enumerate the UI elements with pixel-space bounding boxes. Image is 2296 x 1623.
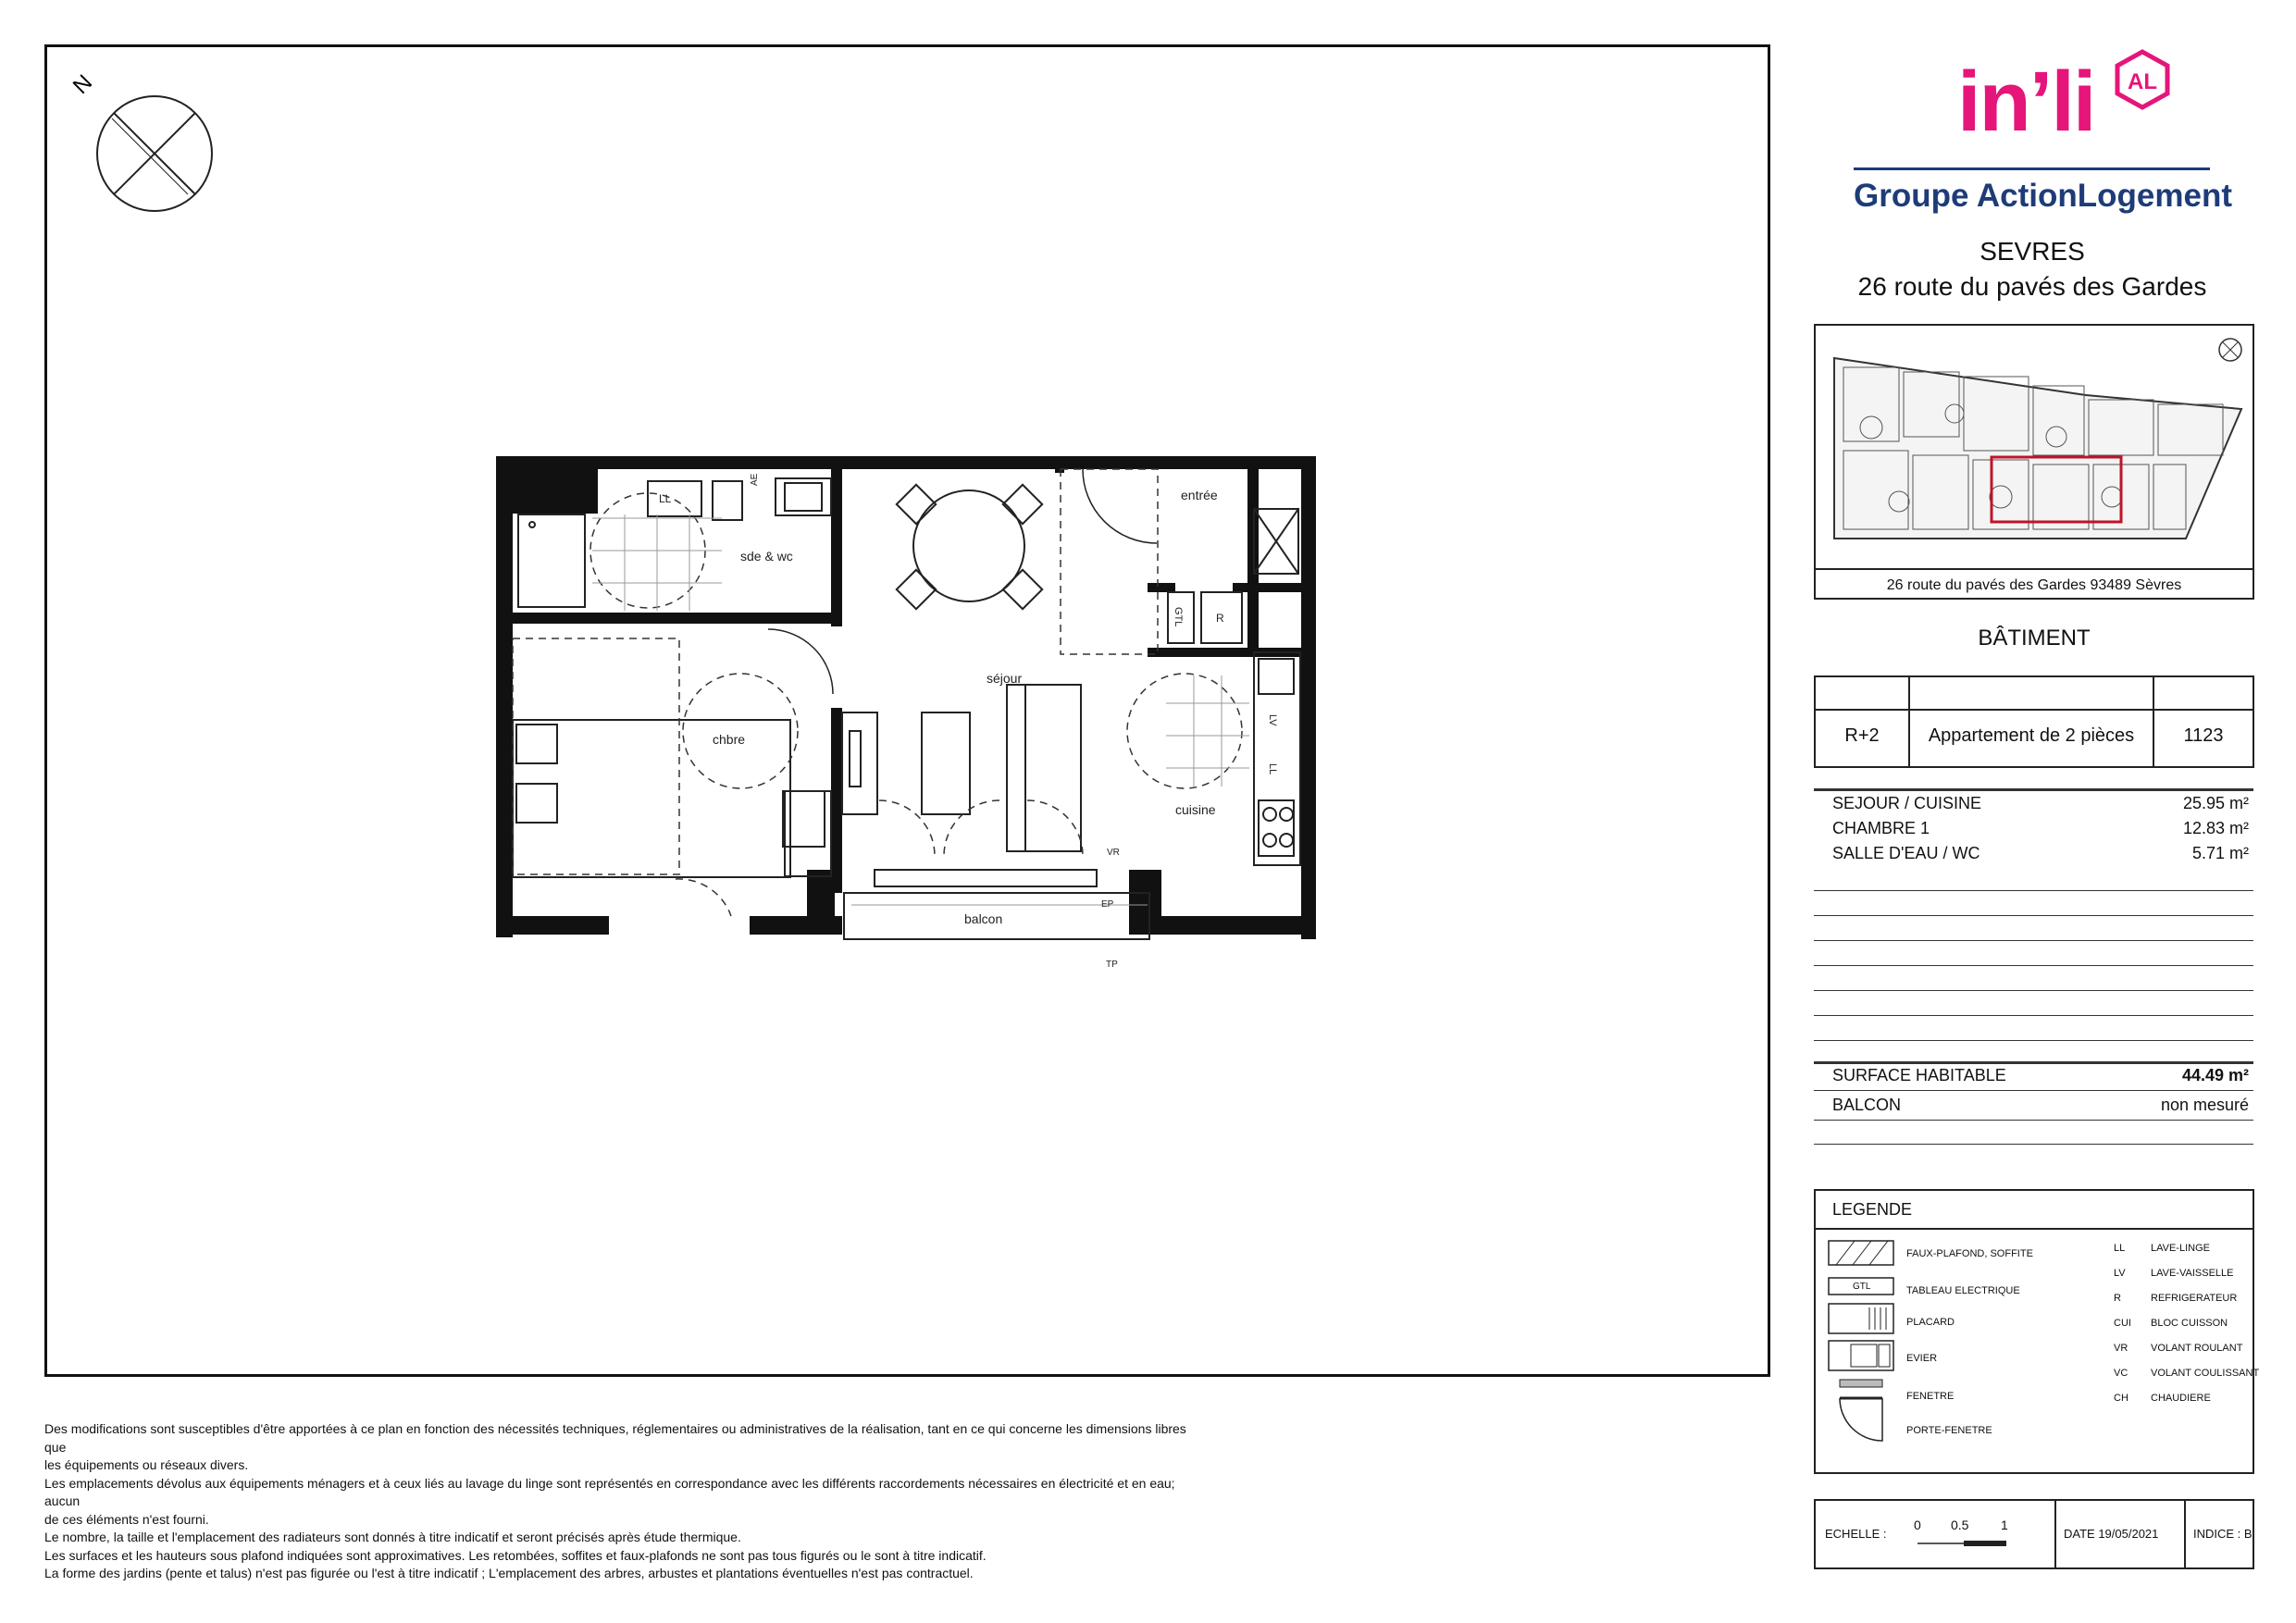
scale-tick: 0	[1914, 1518, 1921, 1532]
legend-abbr-label: LAVE-LINGE	[2151, 1243, 2210, 1254]
area-rule	[1814, 990, 2253, 991]
window-icon	[1840, 1380, 1882, 1387]
area-value: 12.83 m²	[2182, 819, 2249, 837]
hatch-icon	[1829, 1241, 1893, 1265]
scale-label: ECHELLE :	[1825, 1527, 1887, 1541]
disclaimer-line: Les emplacements dévolus aux équipements ménagers et à ceux liés au lavage du linge sont représentés en correspondance avec les différents raccordements nécessaires en électricité et en eau; aucun	[44, 1475, 1175, 1508]
building-number: 1123	[2183, 725, 2224, 746]
disclaimer-line: Les surfaces et les hauteurs sous plafond indiquées sont approximatives. Les retombées, soffites et faux-plafonds ne sont pas tous figurés ou le sont à titre indicatif.	[44, 1547, 987, 1563]
legend-abbr-code: VR	[2114, 1343, 2128, 1354]
floor-plan	[44, 44, 1770, 1377]
site-north-icon	[2219, 339, 2241, 361]
balcon-row	[1814, 1096, 2249, 1121]
north-label: N	[68, 69, 98, 99]
totals-top-rule	[1814, 1061, 2253, 1064]
legend-abbr-label: CHAUDIERE	[2151, 1393, 2211, 1404]
building-level: R+2	[1844, 725, 1880, 746]
tag-shutter: VR	[1107, 848, 1120, 858]
legend-title: LEGENDE	[1832, 1200, 1913, 1219]
area-rule	[1814, 915, 2253, 916]
disclaimer-line: de ces éléments n'est fourni.	[44, 1511, 209, 1527]
balcon-value: non mesuré	[2160, 1096, 2249, 1114]
tag-dishwasher: LV	[1267, 714, 1278, 726]
habitable-label: SURFACE HABITABLE	[1832, 1066, 2006, 1084]
north-arrow-icon	[68, 70, 212, 211]
legend-abbr-code: R	[2114, 1293, 2121, 1304]
room-label-living: séjour	[987, 671, 1023, 686]
area-label: SALLE D'EAU / WC	[1832, 844, 1980, 862]
tag-panel: GTL	[1173, 607, 1184, 627]
room-label-balcony: balcon	[964, 911, 1003, 926]
site-map-caption-divider	[1816, 568, 2253, 570]
building-heading: BÂTIMENT	[1978, 626, 2091, 650]
legend-symbol-label: FENETRE	[1906, 1391, 1955, 1402]
area-rule	[1814, 965, 2253, 966]
disclaimer-line: Des modifications sont susceptibles d'être apportées à ce plan en fonction des nécessités techniques, réglementaires ou administratives de la réalisation, tant en ce qui concerne les dimensions libres que	[44, 1421, 1186, 1455]
legend-abbr-label: BLOC CUISSON	[2151, 1318, 2228, 1329]
legend-symbol-label: PLACARD	[1906, 1317, 1955, 1328]
legend-abbr-code: LV	[2114, 1268, 2126, 1279]
totals-rule	[1814, 1120, 2253, 1121]
site-map	[1816, 326, 2253, 566]
room-label-bedroom: chbre	[713, 732, 746, 747]
scale-tick: 1	[2001, 1518, 2008, 1532]
brand-logo	[1957, 54, 2094, 151]
closet-icon	[1829, 1304, 1893, 1333]
tag-fridge: R	[1216, 612, 1224, 625]
legend-symbols	[1827, 1239, 1897, 1461]
plan-index: INDICE : B	[2193, 1527, 2253, 1541]
french-door-icon	[1840, 1398, 1882, 1441]
room-label-kitchen: cuisine	[1175, 802, 1216, 817]
tag-washer: LL	[659, 492, 672, 505]
legend-abbr-label: VOLANT COULISSANT	[2151, 1368, 2260, 1379]
legend-symbol-label: PORTE-FENETRE	[1906, 1425, 1992, 1436]
project-city: SEVRES	[1980, 237, 2085, 266]
totals-rule	[1814, 1144, 2253, 1145]
sink-icon	[1829, 1341, 1893, 1370]
room-label-entry: entrée	[1181, 488, 1218, 502]
project-address: 26 route du pavés des Gardes	[1857, 272, 2207, 301]
legend-abbr-code: VC	[2114, 1368, 2128, 1379]
area-value: 5.71 m²	[2191, 844, 2249, 862]
legend-abbr-code: LL	[2114, 1243, 2126, 1254]
legend-abbr-label: VOLANT ROULANT	[2151, 1343, 2243, 1354]
walls	[496, 456, 1316, 939]
legend-abbr-code: CUI	[2114, 1318, 2131, 1329]
area-row	[1814, 819, 2249, 845]
brand-logo-text: in’li	[1957, 55, 2095, 149]
legend-symbol-label: EVIER	[1906, 1353, 1938, 1364]
legend-abbr-code: CH	[2114, 1393, 2128, 1404]
disclaimer	[44, 1420, 1192, 1583]
area-label: CHAMBRE 1	[1832, 819, 1930, 837]
legend-abbr-label: REFRIGERATEUR	[2151, 1293, 2238, 1304]
areas-top-rule	[1814, 788, 2253, 791]
legend-symbol-label: TABLEAU ELECTRIQUE	[1906, 1285, 2020, 1296]
tag-washer-2: LL	[1267, 763, 1278, 775]
area-rule	[1814, 890, 2253, 891]
building-table	[1814, 675, 2254, 768]
area-rule	[1814, 1015, 2253, 1016]
tag-tp: TP	[1106, 960, 1118, 970]
scale-bar-icon	[1914, 1536, 2016, 1549]
disclaimer-line: les équipements ou réseaux divers.	[44, 1457, 249, 1472]
group-name: Groupe ActionLogement	[1854, 178, 2232, 214]
totals-rule	[1814, 1090, 2253, 1091]
habitable-value: 44.49 m²	[2181, 1066, 2249, 1084]
tag-water-heater: AE	[750, 473, 760, 486]
footer-box	[1814, 1499, 2254, 1569]
legend-box	[1814, 1189, 2260, 1474]
area-value: 25.95 m²	[2182, 794, 2249, 812]
plan-date: DATE 19/05/2021	[2064, 1527, 2159, 1541]
room-label-bathroom: sde & wc	[740, 549, 793, 564]
disclaimer-line: La forme des jardins (pente et talus) n'est pas figurée ou l'est à titre indicatif ; L'emplacement des arbres, arbustes et plantations éventuelles n'est pas contractuel.	[44, 1566, 974, 1580]
site-map-caption: 26 route du pavés des Gardes 93489 Sèvres	[1886, 577, 2182, 593]
al-badge-icon	[2112, 48, 2173, 113]
area-rule	[1814, 940, 2253, 941]
tag-ep: EP	[1101, 899, 1114, 910]
al-badge-text: AL	[2128, 69, 2157, 94]
balcon-label: BALCON	[1832, 1096, 1902, 1114]
building-type: Appartement de 2 pièces	[1928, 725, 2135, 746]
area-row	[1814, 794, 2249, 820]
area-row	[1814, 844, 2249, 870]
brand-divider	[1854, 167, 2210, 170]
scale-tick: 0.5	[1951, 1518, 1969, 1532]
area-rule	[1814, 1040, 2253, 1041]
legend-symbol-label: FAUX-PLAFOND, SOFFITE	[1906, 1248, 2033, 1259]
habitable-row	[1814, 1066, 2249, 1092]
disclaimer-line: Le nombre, la taille et l'emplacement des radiateurs sont donnés à titre indicatif et seront précisés après étude thermique.	[44, 1530, 741, 1544]
area-label: SEJOUR / CUISINE	[1832, 794, 1982, 812]
legend-abbr-label: LAVE-VAISSELLE	[2151, 1268, 2234, 1279]
site-map-frame	[1814, 324, 2254, 600]
legend-gtl-text: GTL	[1853, 1282, 1871, 1292]
